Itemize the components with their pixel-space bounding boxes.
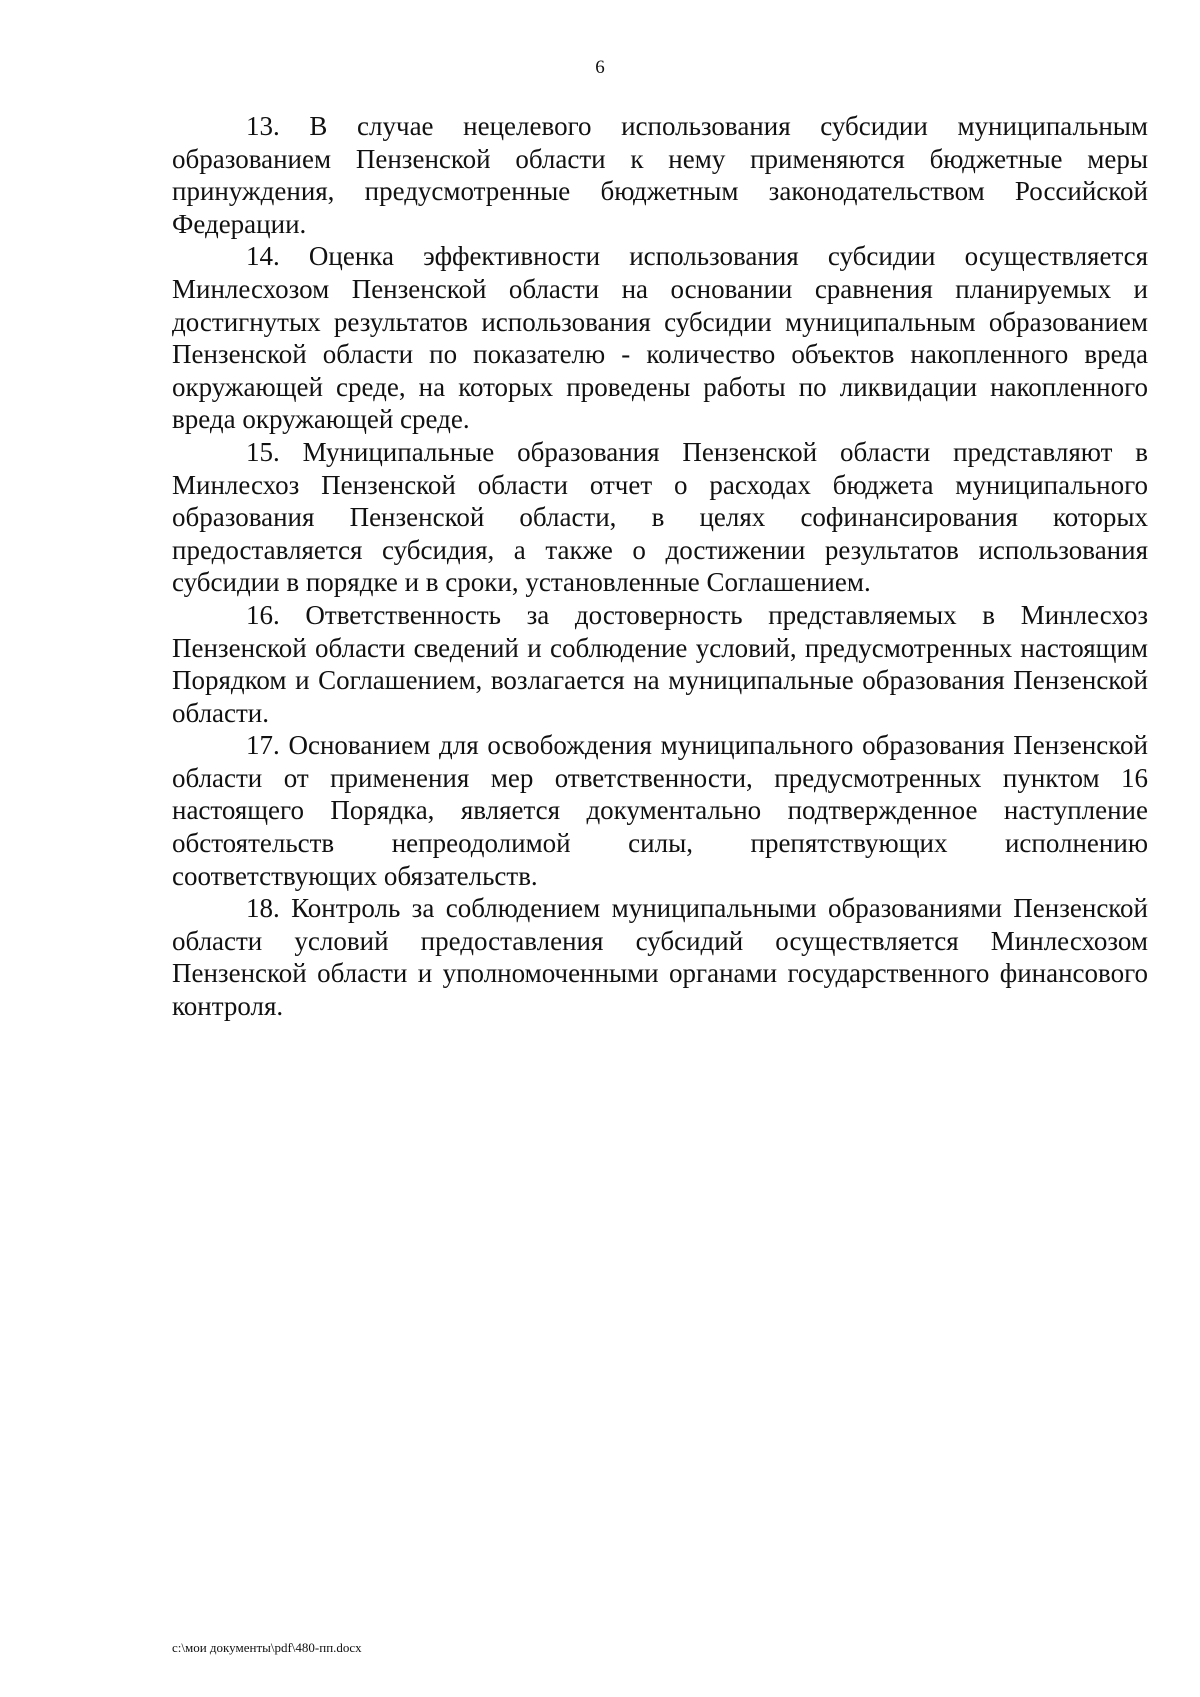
document-body xyxy=(172,110,1148,1023)
paragraph-17: 17. Основанием для освобождения муниципального образования Пензенской области от применения мер ответственности, предусмотренных пунктом 16 настоящего Порядка, является документально подтвержденное наступление обстоятельств непреодолимой силы, препятствующих исполнению соответствующих обязательств. xyxy=(172,730,1148,891)
paragraph-16: 16. Ответственность за достоверность представляемых в Минлесхоз Пензенской области сведений и соблюдение условий, предусмотренных настоящим Порядком и Соглашением, возлагается на муниципальные образования Пензенской области. xyxy=(172,599,1148,728)
footer-file-path: с:\мои документы\pdf\480-пп.docx xyxy=(172,1640,362,1655)
page-number: 6 xyxy=(595,57,605,78)
paragraph-18: 18. Контроль за соблюдением муниципальными образованиями Пензенской области условий предоставления субсидий осуществляется Минлесхозом Пензенской области и уполномоченными органами государственного финансового контроля. xyxy=(172,893,1148,1022)
paragraph-13: 13. В случае нецелевого использования субсидии муниципальным образованием Пензенской области к нему применяются бюджетные меры принуждения, предусмотренные бюджетным законодательством Российской Федерации. xyxy=(172,111,1148,239)
paragraph-14: 14. Оценка эффективности использования субсидии осуществляется Минлесхозом Пензенской области на основании сравнения планируемых и достигнутых результатов использования субсидии муниципальным образованием Пензенской области по показателю - количество объектов накопленного вреда окружающей среде, на которых проведены работы по ликвидации накопленного вреда окружающей среде. xyxy=(172,241,1148,435)
paragraph-15: 15. Муниципальные образования Пензенской области представляют в Минлесхоз Пензенской области отчет о расходах бюджета муниципального образования Пензенской области, в целях софинансирования которых предоставляется субсидия, а также о достижении результатов использования субсидии в порядке и в сроки, установленные Соглашением. xyxy=(172,436,1148,598)
